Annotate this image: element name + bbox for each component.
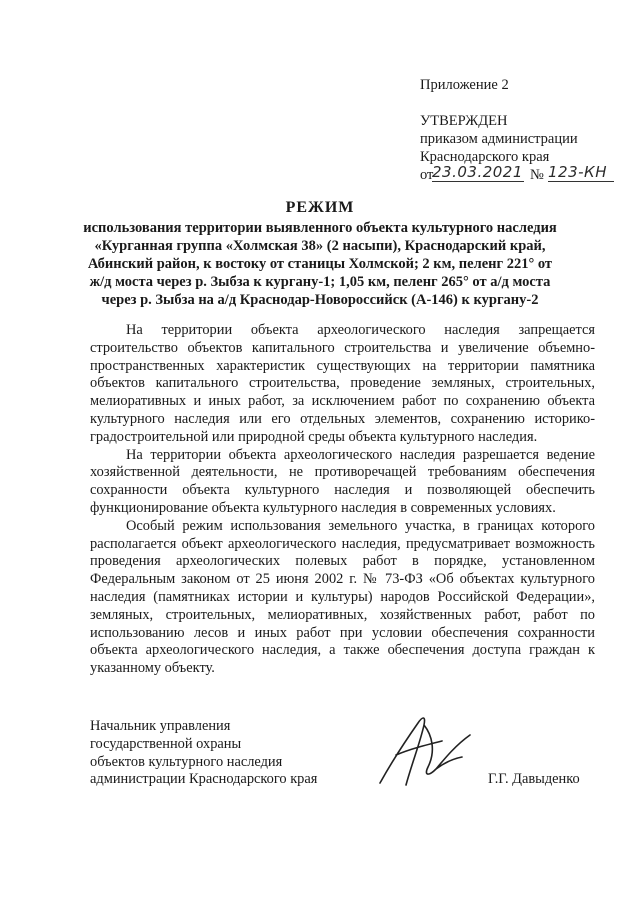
signature-block [90,718,610,789]
document-body [90,322,595,678]
document-title [40,199,600,309]
approval-block [420,76,620,184]
order-line-1: приказом администрации [420,131,578,147]
title-line: через р. Зыбза на а/д Краснодар-Новороссийск (А-146) к кургану-2 [101,292,539,308]
body-paragraph: Особый режим использования земельного участка, в границах которого располагается объект археологического наследия, предусматривает возможность проведения археологических полевых работ в порядке, установленном Федеральным законом от 25 июня 2002 г. № 73-ФЗ «Об объектах культурного наследия (памятниках истории и культуры) народов Российской Федерации», земляных, строительных, мелиоративных, хозяйственных работ, работ по использованию лесов и иных работ при условии обеспечения сохранности объекта археологического наследия, а также обеспечения доступа граждан к указанному объекту. [90,517,595,677]
order-number-handwritten: 123-КН [548,163,614,182]
order-date-number-line [420,163,620,184]
approved-label: УТВЕРЖДЕН [420,113,508,129]
signer-name: Г.Г. Давыденко [488,771,580,787]
handwritten-signature [366,705,476,795]
signer-position-line: Начальник управления [90,718,231,734]
signer-position-line: государственной охраны [90,735,242,752]
title-heading: РЕЖИМ [285,199,355,216]
body-paragraph: На территории объекта археологического наследия разрешается ведение хозяйственной деятельности, не противоречащей требованиям обеспечения сохранности объекта культурного наследия и позволяющей обеспечить функционирование объекта культурного наследия в современных условиях. [90,446,595,516]
order-date-handwritten: 23.03.2021 [432,163,523,181]
title-line: «Курганная группа «Холмская 38» (2 насыпи), Краснодарский край, [94,238,546,254]
title-line: ж/д моста через р. Зыбза к кургану-1; 1,05 км, пеленг 265° от а/д моста [89,274,551,290]
title-line: использования территории выявленного объекта культурного наследия [83,220,557,236]
title-line: Абинский район, к востоку от станицы Холмской; 2 км, пеленг 221° от [87,256,553,272]
signer-position-line: объектов культурного наследия [90,753,283,770]
body-paragraph: На территории объекта археологического наследия запрещается строительство объектов капитального строительства и увеличение объемно-пространственных характеристик существующих на территории памятника объектов капитального строительства, проведение земляных, строительных, мелиоративных и иных работ, за исключением работ по сохранению объекта культурного наследия или его отдельных элементов, сохранению историко-градостроительной или природной среды объекта культурного наследия. [90,322,595,445]
appendix-label: Приложение 2 [420,77,509,93]
signer-position-line: администрации Краснодарского края [90,771,318,788]
order-line-2: Краснодарского края [420,149,550,165]
from-prefix: от [420,167,434,183]
number-label: № [530,167,544,183]
